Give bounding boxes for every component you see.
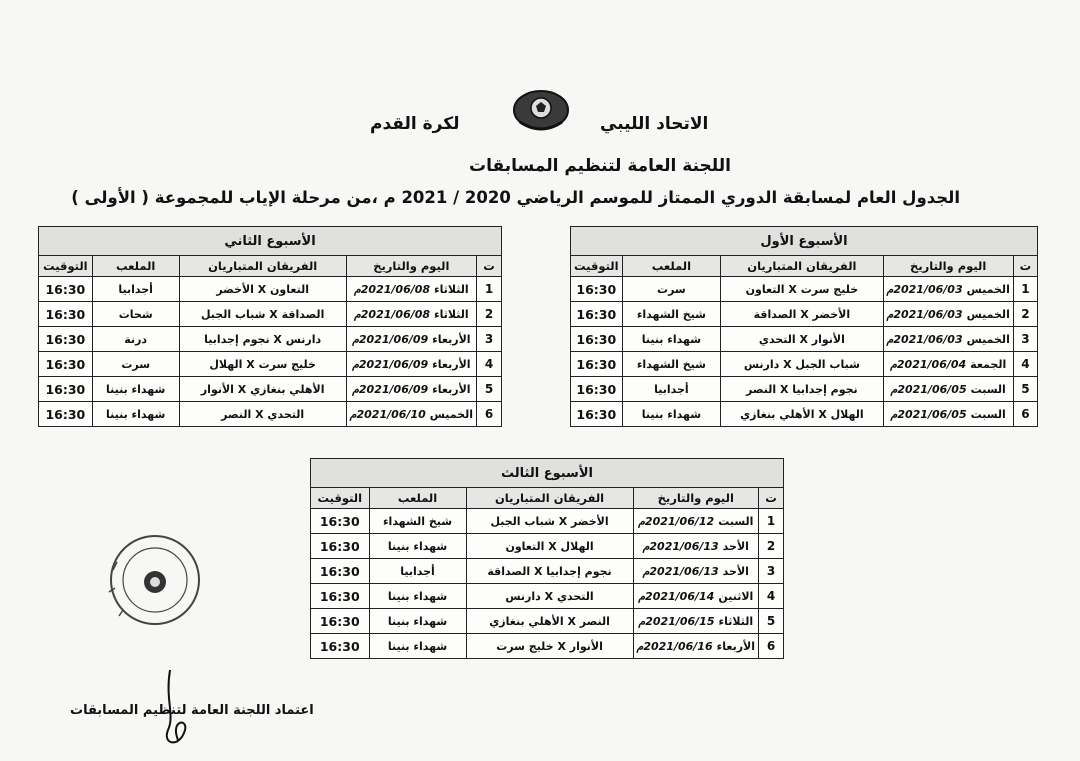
match-number: 4	[759, 584, 784, 609]
match-date: 2021/06/13م	[642, 539, 719, 553]
match-date: 2021/06/16م	[636, 639, 713, 653]
col-time: التوقيت	[311, 488, 370, 509]
match-number: 5	[1013, 377, 1037, 402]
table-row	[311, 634, 784, 659]
match-date: 2021/06/10م	[349, 407, 426, 421]
match-date: 2021/06/05م	[890, 407, 967, 421]
match-time: 16:30	[39, 352, 93, 377]
match-day: الخميس	[429, 407, 473, 421]
match-date-cell	[883, 377, 1013, 402]
match-teams: الأنوار X التحدي	[721, 327, 883, 352]
match-number: 1	[759, 509, 784, 534]
col-num: ت	[1013, 256, 1037, 277]
match-teams: الهلال X التعاون	[466, 534, 633, 559]
match-teams: دارنس X نجوم إجدابيا	[179, 327, 346, 352]
match-venue: شهداء بنينا	[622, 402, 721, 427]
match-date: 2021/06/13م	[642, 564, 719, 578]
col-venue: الملعب	[622, 256, 721, 277]
match-date: 2021/06/09م	[352, 332, 429, 346]
committee-name: اللجنة العامة لتنظيم المسابقات	[469, 156, 731, 176]
match-time: 16:30	[311, 609, 370, 634]
match-number: 3	[1013, 327, 1037, 352]
match-teams: خليج سرت X التعاون	[721, 277, 883, 302]
match-date-cell	[633, 609, 758, 634]
match-date: 2021/06/04م	[890, 357, 967, 371]
match-teams: التحدي X النصر	[179, 402, 346, 427]
table-row	[571, 277, 1038, 302]
match-teams: الأخضر X الصداقة	[721, 302, 883, 327]
match-venue: شهداء بنينا	[369, 584, 466, 609]
match-date-cell	[346, 277, 476, 302]
schedule-title: الجدول العام لمسابقة الدوري الممتاز للموسم الرياضي 2020 / 2021 م ،من مرحلة الإياب للمجموعة ( الأولى )	[71, 188, 960, 207]
match-date-cell	[883, 277, 1013, 302]
col-date: اليوم والتاريخ	[633, 488, 758, 509]
table-row	[39, 302, 502, 327]
match-time: 16:30	[39, 402, 93, 427]
match-number: 5	[759, 609, 784, 634]
match-number: 3	[759, 559, 784, 584]
match-time: 16:30	[571, 327, 623, 352]
match-time: 16:30	[311, 534, 370, 559]
match-day: الأربعاء	[432, 332, 471, 346]
match-date: 2021/06/09م	[352, 357, 429, 371]
table-row	[311, 584, 784, 609]
week-3-rows	[311, 509, 784, 659]
match-venue: أجدابيا	[369, 559, 466, 584]
table-row	[571, 352, 1038, 377]
match-date-cell	[346, 302, 476, 327]
match-day: الأربعاء	[716, 639, 755, 653]
table-row	[311, 534, 784, 559]
match-teams: الأنوار X خليج سرت	[466, 634, 633, 659]
official-stamp-icon	[95, 510, 200, 650]
match-time: 16:30	[311, 584, 370, 609]
match-day: الاثنين	[718, 589, 754, 603]
table-row	[39, 352, 502, 377]
match-venue: شيخ الشهداء	[622, 352, 721, 377]
col-date: اليوم والتاريخ	[346, 256, 476, 277]
week-2-rows	[39, 277, 502, 427]
match-day: الخميس	[966, 307, 1010, 321]
week-1-title: الأسبوع الأول	[571, 227, 1038, 256]
match-day: الخميس	[966, 282, 1010, 296]
table-row	[571, 302, 1038, 327]
match-venue: شهداء بنينا	[369, 634, 466, 659]
match-time: 16:30	[39, 277, 93, 302]
col-date: اليوم والتاريخ	[883, 256, 1013, 277]
match-day: السبت	[718, 514, 754, 528]
match-teams: نجوم إجدابيا X النصر	[721, 377, 883, 402]
match-teams: التعاون X الأخضر	[179, 277, 346, 302]
match-date: 2021/06/08م	[353, 282, 431, 296]
match-day: الأحد	[722, 564, 749, 578]
match-date-cell	[883, 302, 1013, 327]
match-time: 16:30	[39, 377, 93, 402]
match-number: 2	[1013, 302, 1037, 327]
match-day: الأربعاء	[432, 382, 471, 396]
match-time: 16:30	[571, 302, 623, 327]
table-row	[39, 327, 502, 352]
match-venue: شهداء بنينا	[622, 327, 721, 352]
match-time: 16:30	[311, 559, 370, 584]
week-2-title: الأسبوع الثاني	[39, 227, 502, 256]
match-date-cell	[883, 402, 1013, 427]
match-date-cell	[346, 327, 476, 352]
match-venue: شيخ الشهداء	[622, 302, 721, 327]
federation-sport: لكرة القدم	[370, 114, 460, 134]
match-teams: الصداقة X شباب الجبل	[179, 302, 346, 327]
match-teams: الأهلي بنغازي X الأنوار	[179, 377, 346, 402]
col-time: التوقيت	[39, 256, 93, 277]
table-row	[571, 402, 1038, 427]
match-day: الخميس	[966, 332, 1010, 346]
match-date: 2021/06/03م	[886, 332, 963, 346]
match-venue: أجدابيا	[92, 277, 179, 302]
table-row	[311, 509, 784, 534]
match-date-cell	[346, 377, 476, 402]
match-number: 1	[1013, 277, 1037, 302]
match-date-cell	[633, 534, 758, 559]
match-number: 2	[477, 302, 502, 327]
federation-logo-icon	[510, 88, 572, 136]
match-time: 16:30	[39, 327, 93, 352]
match-number: 4	[477, 352, 502, 377]
match-day: الثلاثاء	[434, 282, 469, 296]
week-1-table	[570, 226, 1038, 427]
match-day: السبت	[970, 382, 1006, 396]
match-number: 5	[477, 377, 502, 402]
match-day: السبت	[970, 407, 1006, 421]
match-time: 16:30	[571, 402, 623, 427]
approval-text: اعتماد اللجنة العامة لتنظيم المسابقات	[70, 703, 314, 718]
match-teams: خليج سرت X الهلال	[179, 352, 346, 377]
match-venue: شهداء بنينا	[92, 377, 179, 402]
match-venue: سرت	[622, 277, 721, 302]
match-number: 6	[1013, 402, 1037, 427]
match-date: 2021/06/15م	[638, 614, 715, 628]
match-teams: شباب الجبل X دارنس	[721, 352, 883, 377]
col-teams: الفريقان المتباريان	[466, 488, 633, 509]
match-teams: النصر X الأهلي بنغازي	[466, 609, 633, 634]
match-teams: الهلال X الأهلي بنغازي	[721, 402, 883, 427]
table-row	[39, 402, 502, 427]
col-num: ت	[477, 256, 502, 277]
match-number: 6	[477, 402, 502, 427]
match-date: 2021/06/09م	[352, 382, 429, 396]
match-date: 2021/06/14م	[638, 589, 715, 603]
match-venue: شهداء بنينا	[92, 402, 179, 427]
federation-name: الاتحاد الليبي	[600, 114, 709, 134]
table-row	[311, 609, 784, 634]
match-date-cell	[883, 327, 1013, 352]
col-num: ت	[759, 488, 784, 509]
match-day: الأربعاء	[432, 357, 471, 371]
match-venue: شيخ الشهداء	[369, 509, 466, 534]
match-time: 16:30	[571, 352, 623, 377]
match-time: 16:30	[571, 277, 623, 302]
table-row	[39, 277, 502, 302]
match-number: 1	[477, 277, 502, 302]
match-date: 2021/06/12م	[638, 514, 715, 528]
match-venue: شحات	[92, 302, 179, 327]
match-date-cell	[633, 559, 758, 584]
match-venue: شهداء بنينا	[369, 534, 466, 559]
col-teams: الفريقان المتباريان	[721, 256, 883, 277]
match-teams: التحدي X دارنس	[466, 584, 633, 609]
match-date-cell	[633, 509, 758, 534]
col-venue: الملعب	[92, 256, 179, 277]
week-1-rows	[571, 277, 1038, 427]
week-3-table	[310, 458, 784, 659]
match-date-cell	[346, 402, 476, 427]
table-row	[571, 327, 1038, 352]
match-venue: أجدابيا	[622, 377, 721, 402]
match-day: الثلاثاء	[718, 614, 754, 628]
match-date-cell	[633, 584, 758, 609]
match-teams: نجوم إجدابيا X الصداقة	[466, 559, 633, 584]
match-number: 2	[759, 534, 784, 559]
match-date-cell	[346, 352, 476, 377]
match-date: 2021/06/03م	[886, 307, 963, 321]
match-date: 2021/06/05م	[890, 382, 967, 396]
match-time: 16:30	[311, 509, 370, 534]
match-date: 2021/06/03م	[886, 282, 963, 296]
table-row	[39, 377, 502, 402]
match-date-cell	[633, 634, 758, 659]
col-time: التوقيت	[571, 256, 623, 277]
col-teams: الفريقان المتباريان	[179, 256, 346, 277]
match-day: الجمعة	[970, 357, 1007, 371]
col-venue: الملعب	[369, 488, 466, 509]
table-row	[571, 377, 1038, 402]
match-number: 4	[1013, 352, 1037, 377]
match-teams: الأخضر X شباب الجبل	[466, 509, 633, 534]
match-time: 16:30	[571, 377, 623, 402]
match-venue: شهداء بنينا	[369, 609, 466, 634]
match-number: 6	[759, 634, 784, 659]
match-date-cell	[883, 352, 1013, 377]
match-day: الأحد	[722, 539, 749, 553]
match-day: الثلاثاء	[434, 307, 469, 321]
table-row	[311, 559, 784, 584]
match-time: 16:30	[311, 634, 370, 659]
match-time: 16:30	[39, 302, 93, 327]
match-venue: سرت	[92, 352, 179, 377]
match-number: 3	[477, 327, 502, 352]
week-3-title: الأسبوع الثالث	[311, 459, 784, 488]
week-2-table	[38, 226, 502, 427]
match-venue: درنة	[92, 327, 179, 352]
match-date: 2021/06/08م	[353, 307, 431, 321]
